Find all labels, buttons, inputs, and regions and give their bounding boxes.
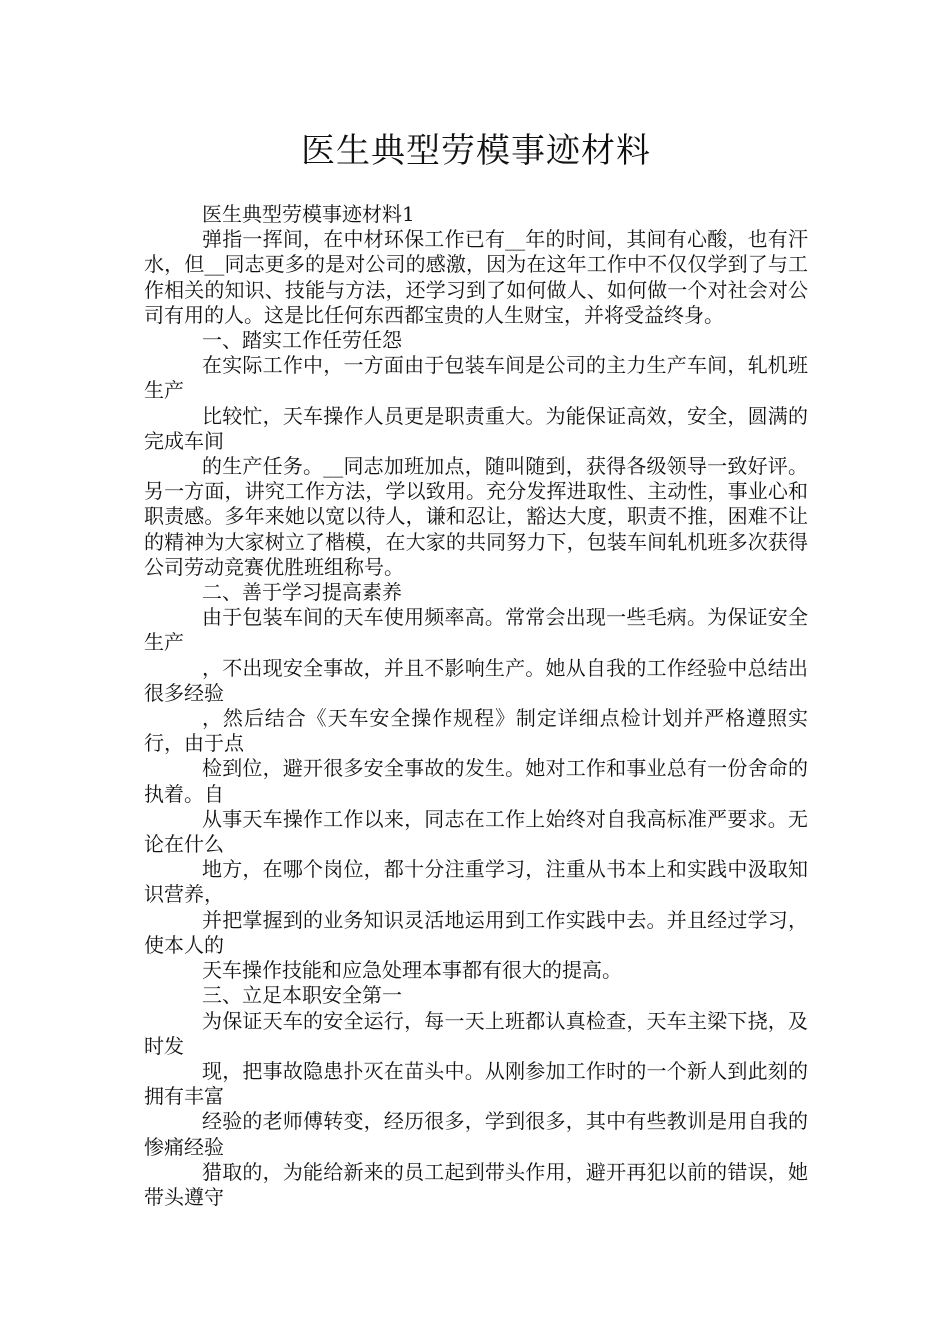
body-paragraph: ，然后结合《天车安全操作规程》制定详细点检计划并严格遵照实行，由于点 xyxy=(144,706,808,756)
document-body xyxy=(144,202,808,1210)
document-title: 医生典型劳模事迹材料 xyxy=(301,131,651,171)
body-paragraph: 比较忙，天车操作人员更是职责重大。为能保证高效，安全，圆满的完成车间 xyxy=(144,403,808,453)
section-heading: 二、善于学习提高素养 xyxy=(202,580,402,605)
body-paragraph: ，不出现安全事故，并且不影响生产。她从自我的工作经验中总结出很多经验 xyxy=(144,655,808,705)
body-paragraph: 现，把事故隐患扑灭在苗头中。从刚参加工作时的一个新人到此刻的拥有丰富 xyxy=(144,1058,808,1109)
body-paragraph: 天车操作技能和应急处理本事都有很大的提高。 xyxy=(202,958,622,983)
body-paragraph: 并把掌握到的业务知识灵活地运用到工作实践中去。并且经过学习，使本人的 xyxy=(144,907,808,957)
body-paragraph: 为保证天车的安全运行，每一天上班都认真检查，天车主梁下挠，及时发 xyxy=(144,1008,808,1058)
body-paragraph: 经验的老师傅转变，经历很多，学到很多，其中有些教训是用自我的惨痛经验 xyxy=(144,1109,808,1159)
body-paragraph: 在实际工作中，一方面由于包装车间是公司的主力生产车间，轧机班生产 xyxy=(144,353,808,403)
body-paragraph: 检到位，避开很多安全事故的发生。她对工作和事业总有一份舍命的执着。自 xyxy=(144,756,808,806)
section-heading: 三、立足本职安全第一 xyxy=(202,983,402,1008)
body-paragraph: 地方，在哪个岗位，都十分注重学习，注重从书本上和实践中汲取知识营养， xyxy=(144,857,808,907)
body-paragraph: 的生产任务。__同志加班加点，随叫随到，获得各级领导一致好评。另一方面，讲究工作方法，学以致用。充分发挥进取性、主动性，事业心和职责感。多年来她以宽以待人，谦和忍让，豁达大度，职责不推，困难不让的精神为大家树立了楷模，在大家的共同努力下，包装车间轧机班多次获得公司劳动竞赛优胜班组称号。 xyxy=(144,454,808,579)
body-paragraph: 由于包装车间的天车使用频率高。常常会出现一些毛病。为保证安全生产 xyxy=(144,605,808,655)
body-paragraph: 猎取的，为能给新来的员工起到带头作用，避开再犯以前的错误，她带头遵守 xyxy=(144,1159,808,1209)
body-paragraph: 从事天车操作工作以来，同志在工作上始终对自我高标准严要求。无论在什么 xyxy=(144,806,808,857)
section-heading: 一、踏实工作任劳任怨 xyxy=(202,328,402,353)
section-subtitle: 医生典型劳模事迹材料1 xyxy=(202,202,415,226)
body-paragraph: 弹指一挥间，在中材环保工作已有__年的时间，其间有心酸，也有汗水，但__同志更多的是对公司的感激，因为在这年工作中不仅仅学到了与工作相关的知识、技能与方法，还学习到了如何做人、如何做一个对社会对公司有用的人。这是比任何东西都宝贵的人生财宝，并将受益终身。 xyxy=(144,227,808,327)
